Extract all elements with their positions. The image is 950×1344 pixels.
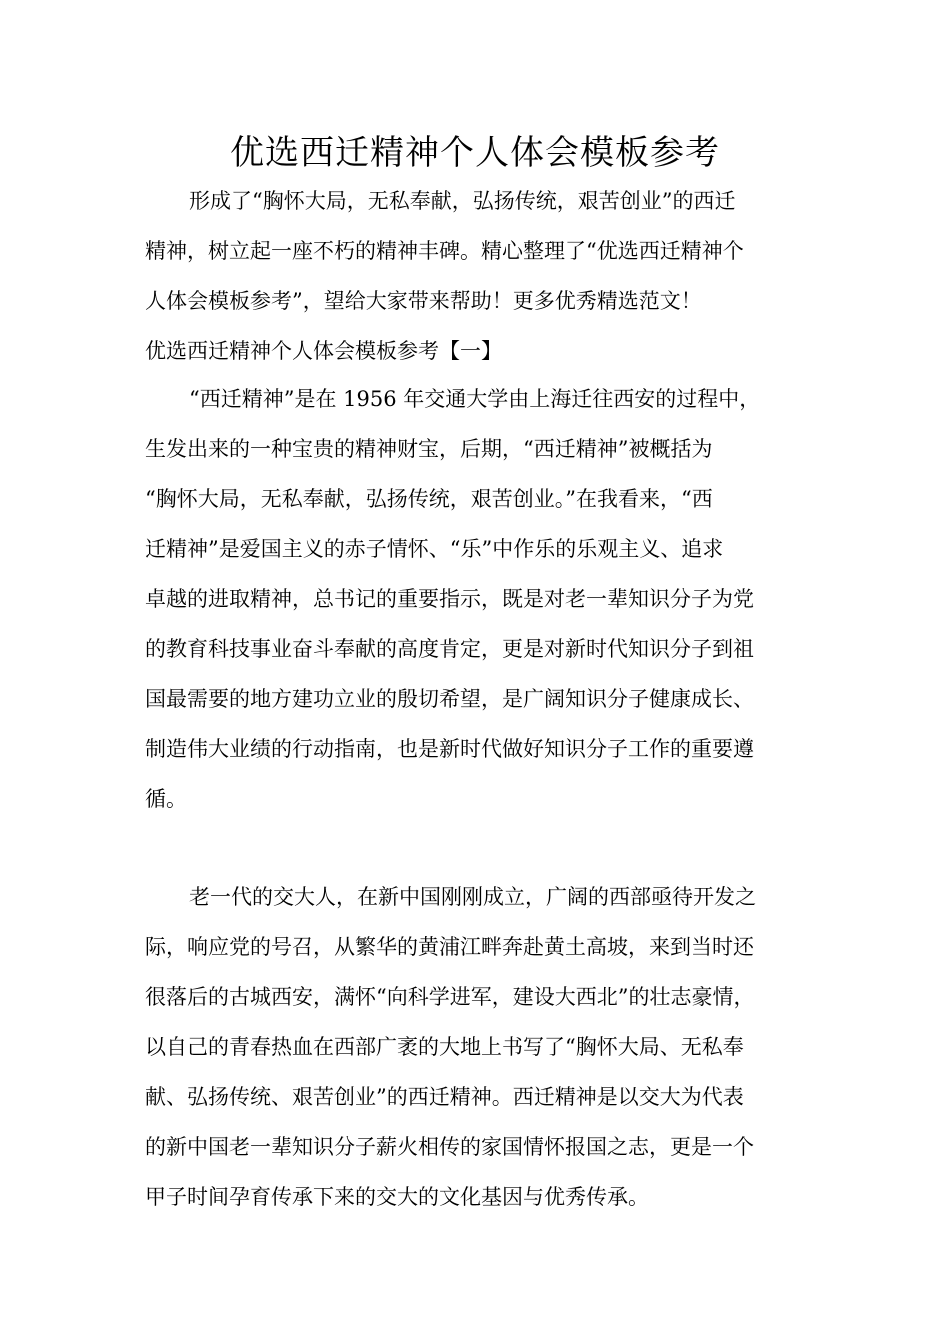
intro-line: 人体会模板参考”，望给大家带来帮助！更多优秀精选范文！: [145, 289, 702, 313]
paragraph-line: 国最需要的地方建功立业的殷切希望，是广阔知识分子健康成长、: [145, 687, 754, 711]
paragraph-line: 循。: [145, 787, 187, 811]
intro-line: 精神，树立起一座不朽的精神丰碑。精心整理了“优选西迁精神个: [145, 239, 744, 263]
paragraph-line: 际，响应党的号召，从繁华的黄浦江畔奔赴黄土高坡，来到当时还: [145, 935, 754, 959]
paragraph-line: 迁精神”是爱国主义的赤子情怀、“乐”中作乐的乐观主义、追求: [145, 537, 724, 561]
paragraph-line: “西迁精神”是在 1956 年交通大学由上海迁往西安的过程中，: [189, 387, 761, 411]
paragraph-line: 献、弘扬传统、艰苦创业”的西迁精神。西迁精神是以交大为代表: [145, 1085, 744, 1109]
paragraph-line: 生发出来的一种宝贵的精神财宝，后期，“西迁精神”被概括为: [145, 437, 713, 461]
paragraph-line: 很落后的古城西安，满怀“向科学进军，建设大西北”的壮志豪情，: [145, 985, 755, 1009]
paragraph-line: 甲子时间孕育传承下来的交大的文化基因与优秀传承。: [145, 1185, 649, 1209]
paragraph-line: “胸怀大局，无私奉献，弘扬传统，艰苦创业。”在我看来，“西: [145, 487, 713, 511]
intro-line: 形成了“胸怀大局，无私奉献，弘扬传统，艰苦创业”的西迁: [189, 189, 736, 213]
paragraph-line: 卓越的进取精神，总书记的重要指示，既是对老一辈知识分子为党: [145, 587, 754, 611]
document-title: 优选西迁精神个人体会模板参考: [230, 133, 720, 173]
paragraph-line: 的教育科技事业奋斗奉献的高度肯定，更是对新时代知识分子到祖: [145, 637, 754, 661]
paragraph-line: 老一代的交大人，在新中国刚刚成立，广阔的西部亟待开发之: [189, 885, 756, 909]
section-heading: 优选西迁精神个人体会模板参考【一】: [145, 339, 502, 363]
paragraph-line: 的新中国老一辈知识分子薪火相传的家国情怀报国之志，更是一个: [145, 1135, 754, 1159]
paragraph-line: 制造伟大业绩的行动指南，也是新时代做好知识分子工作的重要遵: [145, 737, 754, 761]
paragraph-line: 以自己的青春热血在西部广袤的大地上书写了“胸怀大局、无私奉: [145, 1035, 744, 1059]
